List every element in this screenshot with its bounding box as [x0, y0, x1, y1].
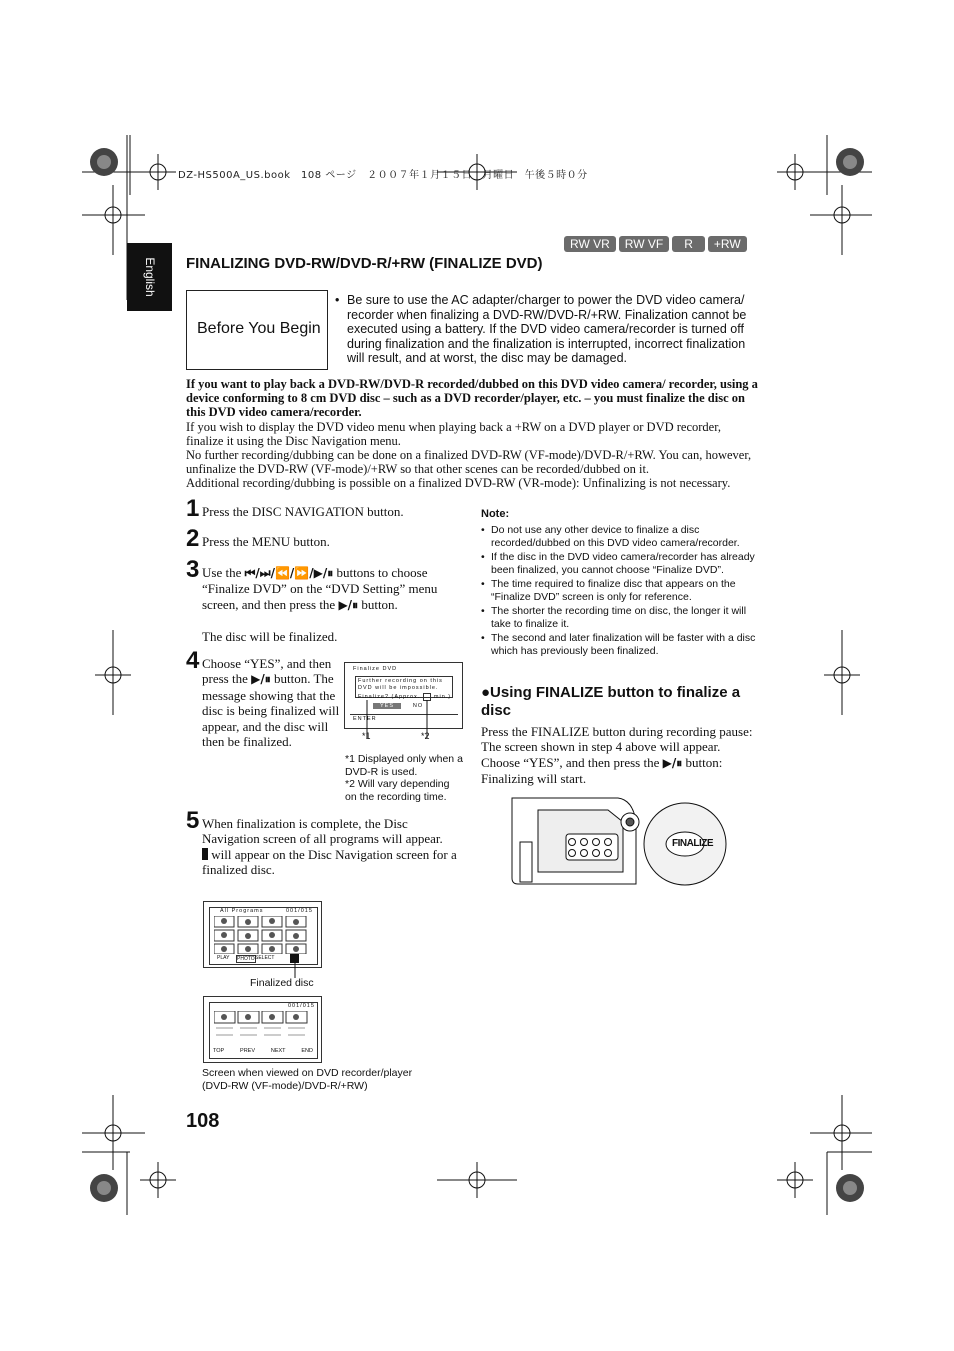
step-3-c: button.	[361, 596, 398, 612]
intro-text	[186, 377, 758, 491]
step-4-a: Choose “YES”, and then press the	[202, 656, 332, 687]
nav-screen-counter: 001/015	[286, 908, 313, 914]
badge-rw-vr: RW VR	[564, 236, 616, 252]
note-item: • The shorter the recording time on disc, the longer it will take to finalize it.	[481, 605, 761, 632]
finalize-note-1: *1 Displayed only when a DVD-R is used.	[345, 753, 463, 778]
note-list	[481, 524, 761, 659]
player-top-button[interactable]: TOP	[213, 1048, 225, 1054]
yes-option[interactable]: YES	[373, 703, 401, 709]
note-title: Note:	[481, 508, 510, 520]
step-3-d: The disc will be finalized.	[202, 628, 338, 644]
intro-bold: If you want to play back a DVD-RW/DVD-R recorded/dubbed on this DVD video camera/ recorder, using a device conforming to 8 cm DVD disc – such as a DVD recorder/player, etc. – you must finalize the disc on this DVD video camera/recorder.	[186, 377, 758, 420]
intro-p3: Additional recording/dubbing is possible on a finalized DVD-RW (VR-mode): Unfinalizing is not necessary.	[186, 476, 731, 491]
step-2-number: 2	[186, 525, 200, 552]
finalized-disc-icon	[202, 848, 208, 860]
before-bullet-text: Be sure to use the AC adapter/charger to power the DVD video camera/ recorder when finalizing a DVD-RW/DVD-R/+RW. Finalization cannot be executed using a battery. If the DVD video camera/recorder is turned off during finalization and the finalization is interrupted, incorrect finalization will result, and at worst, the disc may be damaged.	[347, 293, 747, 365]
step-1-text: Press the DISC NAVIGATION button.	[202, 504, 404, 519]
player-prev-button[interactable]: PREV	[240, 1048, 256, 1054]
finalize-body-a: Press the FINALIZE button during recording pause: The screen shown in step 4 above will appear. Choose “YES”, and then press the	[481, 724, 753, 770]
finalize-button-body	[481, 724, 756, 787]
step-3-b: buttons to choose “Finalize DVD” on the “DVD Setting” menu screen, and then press the	[202, 565, 438, 612]
language-tab	[127, 243, 172, 311]
note-item: • The time required to finalize disc that appears on the “Finalize DVD” screen is only for reference.	[481, 578, 761, 605]
play-pause-icon: ▶/⏸	[662, 755, 683, 770]
navigation-buttons-icon: ⏮/⏭/⏪/⏩/▶/⏸	[244, 566, 334, 580]
badge-plus-rw: +RW	[708, 236, 747, 252]
step-2-text: Press the MENU button.	[202, 534, 330, 549]
before-you-begin-label: Before You Begin	[197, 320, 321, 337]
intro-p2: No further recording/dubbing can be done on a finalized DVD-RW (VF-mode)/DVD-R/+RW. You can, however, unfinalize the DVD-RW (VF-mode)/+RW so that other scenes can be recorded/dubbed on it.	[186, 448, 752, 477]
step-4-number: 4	[186, 647, 200, 674]
before-you-begin-box	[186, 290, 328, 370]
step-4-b: button. The message showing that the disc is being finalized will appear, and the disc will then be finalized.	[202, 671, 340, 750]
step-5-b: will appear on the Disc Navigation screen for a finalized disc.	[202, 846, 457, 878]
before-bullet: • Be sure to use the AC adapter/charger to power the DVD video camera/ recorder when finalizing a DVD-RW/DVD-R/+RW. Finalization cannot be executed using a battery. If the DVD video camera/recorder is turned off during finalization and the finalization is interrupted, incorrect finalization will result, and at worst, the disc may be damaged.	[335, 293, 755, 366]
marker-1: *1	[362, 731, 371, 741]
finalize-button-heading: ●Using FINALIZE button to finalize a disc	[481, 684, 741, 719]
print-header: DZ-HS500A_US.book 108 ページ ２００７年１月１５日 月曜日 午後５時０分	[178, 170, 588, 181]
disc-navigation-screen	[203, 901, 322, 968]
finalize-note-2: *2 Will vary depending on the recording time.	[345, 778, 450, 803]
finalized-disc-caption: Finalized disc	[250, 977, 314, 989]
player-thumbnail-grid	[214, 1011, 310, 1041]
section-title: FINALIZING DVD-RW/DVD-R/+RW (FINALIZE DVD)	[186, 255, 543, 272]
note-item: • Do not use any other device to finalize a disc recorded/dubbed on this DVD video camera/recorder.	[481, 524, 761, 551]
thumbnail-grid	[214, 916, 310, 954]
play-pause-icon: ▶/⏸	[338, 597, 359, 612]
step-5-text	[202, 816, 462, 878]
no-option[interactable]: NO	[412, 703, 424, 709]
player-screen-caption: Screen when viewed on DVD recorder/player (DVD-RW (VF-mode)/DVD-R/+RW)	[202, 1067, 413, 1092]
step-4-text	[202, 656, 342, 749]
step-1-number: 1	[186, 495, 200, 522]
note-box	[481, 508, 761, 659]
finalize-screen-question: Finalize? (Approx. min.)	[358, 694, 452, 700]
step-3-text	[202, 565, 464, 644]
finalize-screen-msg2: DVD will be impossible.	[358, 685, 439, 691]
finalize-screen-msg1: Further recording on this	[358, 678, 443, 684]
badge-rw-vf: RW VF	[619, 236, 669, 252]
nav-select-label: SELECT	[255, 955, 275, 961]
note-item: • If the disc in the DVD video camera/recorder has already been finalized, you cannot choose “Finalize DVD”.	[481, 551, 761, 578]
step-3-number: 3	[186, 556, 200, 583]
nav-photo-label: PHOTO	[237, 956, 255, 962]
finalize-screen-title: Finalize DVD	[353, 666, 398, 672]
intro-p1: If you wish to display the DVD video menu when playing back a +RW on a DVD player or DVD recorder, finalize it using the Disc Navigation menu.	[186, 419, 722, 448]
player-screen-counter: 001/015	[288, 1003, 315, 1009]
nav-play-label: PLAY	[217, 955, 230, 961]
enter-hint: ENTER	[353, 716, 377, 722]
finalize-button-label: FINALIZE	[672, 838, 713, 849]
page-number: 108	[186, 1110, 220, 1132]
step-3-a: Use the	[202, 565, 242, 580]
marker-2: *2	[421, 731, 430, 741]
step-5-number: 5	[186, 807, 200, 834]
player-end-button[interactable]: END	[301, 1048, 313, 1054]
language-tab-label: English	[142, 257, 157, 297]
step-5-a: When finalization is complete, the Disc Navigation screen of all programs will appear.	[202, 816, 443, 847]
disc-type-badges	[564, 236, 747, 252]
player-next-button[interactable]: NEXT	[270, 1048, 286, 1054]
play-pause-icon: ▶/⏸	[251, 672, 271, 687]
player-nav-bar	[213, 1048, 313, 1054]
nav-screen-title: All Programs	[220, 908, 264, 914]
dvd-player-screen	[203, 996, 322, 1063]
badge-r: R	[672, 236, 705, 252]
note-item: • The second and later finalization will be faster with a disc which has previously been finalized.	[481, 632, 761, 659]
finalize-body-b: button: Finalizing will start.	[481, 754, 723, 787]
